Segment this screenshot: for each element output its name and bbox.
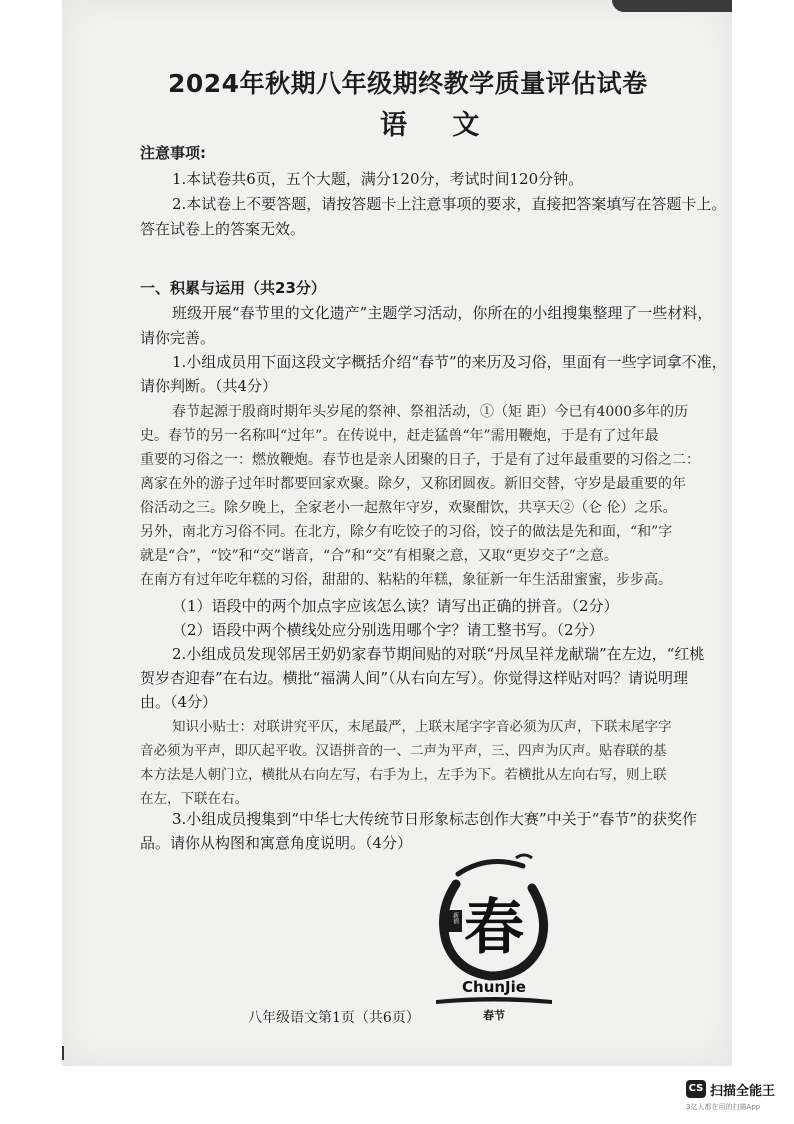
passage-line: 在南方有过年吃年糕的习俗，甜甜的、粘粘的年糕，象征新一年生活甜蜜蜜，步步高。 (140, 572, 672, 588)
knowledge-tip: 知识小贴士：对联讲究平仄，末尾最严，上联末尾字字音必须为仄声，下联末尾字字 (172, 719, 672, 735)
notice-heading: 注意事项: (140, 144, 206, 162)
passage-line: 离家在外的游子过年时都要回家欢聚。除夕，又称团圆夜。新旧交替，守岁是最重要的年 (140, 476, 686, 492)
passage-line: 重要的习俗之一：燃放鞭炮。春节也是亲人团聚的日子，于是有了过年最重要的习俗之二： (140, 452, 700, 468)
scanner-name: 扫描全能王 (710, 1084, 776, 1099)
question-1-cont: 请你判断。（共4分） (140, 377, 278, 395)
camscanner-icon: CS (686, 1080, 706, 1098)
passage-line: 春节起源于殷商时期年头岁尾的祭神、祭祖活动，①（矩 距）今已有4000多年的历 (172, 404, 689, 420)
question-1: 1.小组成员用下面这段文字概括介绍“春节”的来历及习俗，里面有一些字词拿不准， (172, 353, 727, 371)
spring-festival-logo (428, 836, 558, 1026)
knowledge-tip: 在左，下联在右。 (140, 791, 248, 807)
question-2-cont: 贺岁杏迎春”在右边。横批“福满人间”（从右向左写）。你觉得这样贴对吗？请说明理 (140, 669, 689, 687)
exam-title: 2024年秋期八年级期终教学质量评估试卷 (168, 69, 648, 98)
question-3: 3.小组成员搜集到“中华七大传统节日形象标志创作大赛”中关于“春节”的获奖作 (172, 810, 697, 828)
scan-edge-shadow (612, 0, 732, 12)
section-1-intro-cont: 请你完善。 (140, 329, 216, 347)
section-1-intro: 班级开展“春节里的文化遗产”主题学习活动，你所在的小组搜集整理了一些材料， (172, 304, 713, 322)
spring-festival-logo-icon (428, 836, 558, 1026)
question-3-cont: 品。请你从构图和寓意角度说明。（4分） (140, 834, 413, 852)
svg-text:ChunJie: ChunJie (462, 978, 526, 996)
passage-line: 另外，南北方习俗不同。在北方，除夕有吃饺子的习俗，饺子的做法是先和面，“和”字 (140, 524, 673, 540)
page-footer: 八年级语文第1页（共6页） (248, 1010, 420, 1026)
scan-edge-mark (62, 1046, 64, 1060)
svg-text:春节: 春节 (483, 1009, 505, 1022)
question-2: 2.小组成员发现邻居王奶奶家春节期间贴的对联“丹凤呈祥龙献瑞”在左边，“红桃 (172, 645, 705, 663)
sub-question-1: （1）语段中的两个加点字应该怎么读？请写出正确的拼音。（2分） (172, 597, 619, 615)
knowledge-tip: 音必须为平声，即仄起平收。汉语拼音的一、二声为平声，三、四声为仄声。贴春联的基 (140, 743, 667, 759)
question-2-cont: 由。（4分） (140, 693, 218, 711)
scanner-tagline: 3亿人都在用的扫描App (686, 1103, 761, 1111)
passage-line: 史。春节的另一名称叫“过年”。在传说中，赶走猛兽“年”需用鞭炮，于是有了过年最 (140, 428, 659, 444)
scanner-watermark (686, 1079, 786, 1115)
notice-item-2-cont: 答在试卷上的答案无效。 (140, 220, 306, 238)
section-1-heading: 一、积累与运用（共23分） (140, 279, 326, 297)
notice-item-1: 1.本试卷共6页，五个大题，满分120分，考试时间120分钟。 (172, 170, 584, 188)
svg-text:新禧: 新禧 (451, 912, 459, 924)
notice-item-2: 2.本试卷上不要答题，请按答题卡上注意事项的要求，直接把答案填写在答题卡上。 (172, 195, 727, 213)
exam-subject: 语 文 (380, 110, 498, 141)
passage-line: 俗活动之三。除夕晚上，全家老小一起熬年守岁，欢聚酣饮，共享天②（仑 伦）之乐。 (140, 500, 677, 516)
sub-question-2: （2）语段中两个横线处应分别选用哪个字？请工整书写。（2分） (172, 621, 604, 639)
passage-line: 就是“合”，“饺”和“交”谐音，“合”和“交”有相聚之意，又取“更岁交子”之意。 (140, 548, 618, 564)
knowledge-tip: 本方法是人朝门立，横批从右向左写，右手为上，左手为下。若横批从左向右写，则上联 (140, 767, 667, 783)
svg-text:春: 春 (464, 893, 524, 963)
